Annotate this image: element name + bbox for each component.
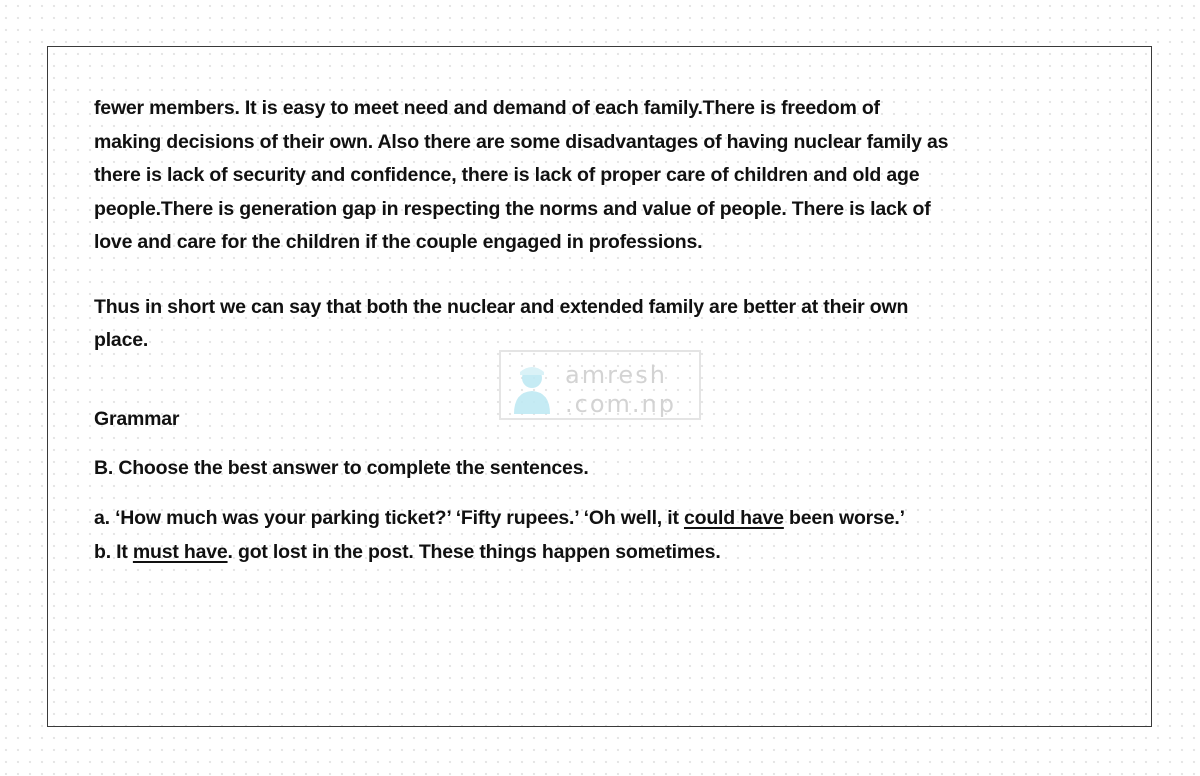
paragraph-line: fewer members. It is easy to meet need and demand of each family.There is freedom of [94,97,880,119]
answer-a [94,501,1024,535]
answer-text-after: been worse.’ [783,506,905,529]
answer-text-before: b. It [94,540,133,563]
answer-text-before: a. ‘How much was your parking ticket?’ ‘Fifty rupees.’ ‘Oh well, it [94,506,684,529]
answer-underlined: must have [132,540,228,563]
paragraph-nuclear-family [94,92,1024,260]
paragraph-line: people.There is generation gap in respecting the norms and value of people. There is lack of [94,197,931,220]
paragraph-conclusion [94,291,1024,358]
grammar-question: B. Choose the best answer to complete the sentences. [94,456,589,479]
answer-b [94,535,1024,569]
answer-text-after: . got lost in the post. These things happen sometimes. [227,540,721,563]
watermark [499,350,701,420]
document-content [94,92,1024,569]
paragraph-line: there is lack of security and confidence, there is lack of proper care of children and old age [94,164,920,186]
paragraph-line: making decisions of their own. Also there are some disadvantages of having nuclear family as [94,130,949,153]
grammar-heading: Grammar [94,407,180,430]
watermark-text-line2: .com.np [565,390,676,418]
paragraph-line: Thus in short we can say that both the nuclear and extended family are better at their own [94,295,909,318]
person-icon [511,362,553,414]
answer-underlined: could have [683,506,784,529]
paragraph-line: love and care for the children if the couple engaged in professions. [94,231,703,253]
watermark-text-line1: amresh [565,361,667,389]
paragraph-line: place. [94,329,149,351]
